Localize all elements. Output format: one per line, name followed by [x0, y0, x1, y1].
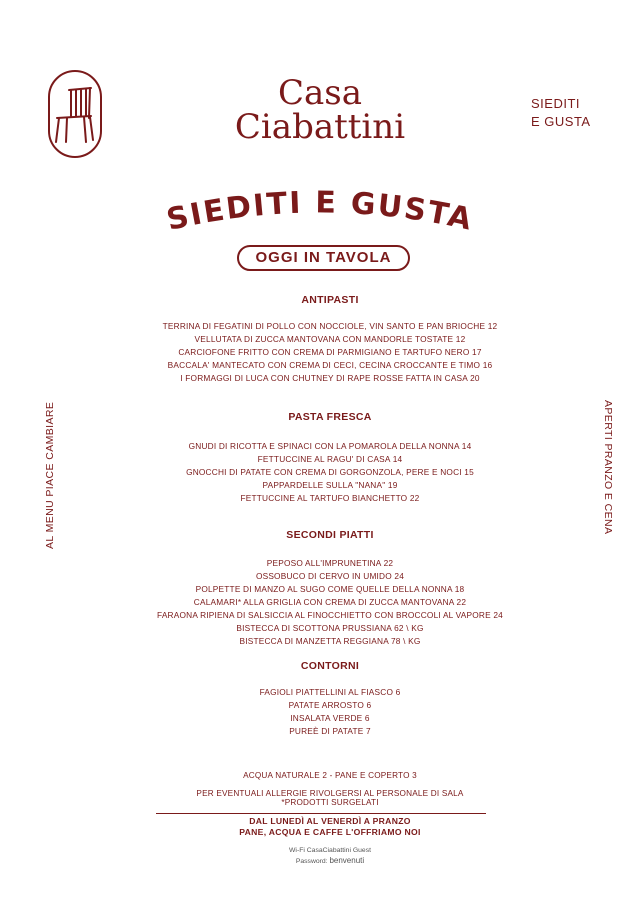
menu-item: GNUDI DI RICOTTA E SPINACI CON LA POMAROLA DELLA NONNA 14: [188, 441, 472, 451]
menu-item: CARCIOFONE FRITTO CON CREMA DI PARMIGIANO E TARTUFO NERO 17: [178, 347, 482, 357]
menu-item: FARAONA RIPIENA DI SALSICCIA AL FINOCCHIETTO CON BROCCOLI AL VAPORE 24: [157, 610, 503, 620]
menu-item: OSSOBUCO DI CERVO IN UMIDO 24: [255, 571, 405, 581]
menu-item: TERRINA DI FEGATINI DI POLLO CON NOCCIOLE, VIN SANTO E PAN BRIOCHE 12: [162, 321, 498, 331]
chair-icon: [55, 86, 95, 144]
brand-line-2: Ciabattini: [234, 107, 406, 147]
tagline: [531, 95, 591, 131]
subtitle-pill: OGGI IN TAVOLA: [237, 245, 410, 271]
hero-title-text: SIEDITI E GUSTA: [163, 185, 477, 238]
section-contorni: [0, 660, 640, 738]
hero-title: [140, 180, 500, 250]
section-secondi-piatti: [0, 529, 640, 648]
section-title: PASTA FRESCA: [288, 411, 372, 423]
section-title: CONTORNI: [300, 660, 360, 672]
password-label: Password:: [295, 858, 328, 865]
menu-item: BISTECCA DI SCOTTONA PRUSSIANA 62 \ KG: [236, 623, 424, 633]
menu-item: CALAMARI* ALLA GRIGLIA CON CREMA DI ZUCCA MANTOVANA 22: [193, 597, 467, 607]
section-pasta-fresca: [0, 411, 640, 505]
tagline-line-2: E GUSTA: [531, 114, 591, 129]
menu-item: FAGIOLI PIATTELLINI AL FIASCO 6: [259, 687, 401, 697]
menu-item: POLPETTE DI MANZO AL SUGO COME QUELLE DELLA NONNA 18: [195, 584, 465, 594]
side-label-left: AL MENU PIACE CAMBIARE: [44, 401, 56, 549]
wifi-network: Wi-Fi CasaCiabattini Guest: [289, 847, 371, 854]
section-title: ANTIPASTI: [301, 294, 359, 306]
menu-item: BACCALA' MANTECATO CON CREMA DI CECI, CECINA CROCCANTE E TIMO 16: [167, 360, 493, 370]
side-label-right: APERTI PRANZO E CENA: [602, 400, 614, 535]
water-bread-note: ACQUA NATURALE 2 - PANE E COPERTO 3: [243, 771, 417, 780]
tagline-line-1: SIEDITI: [531, 96, 581, 111]
offer-note: PANE, ACQUA E CAFFE L'OFFRIAMO NOI: [239, 827, 421, 837]
menu-item: FETTUCCINE AL TARTUFO BIANCHETTO 22: [240, 493, 420, 503]
brand-name: [180, 73, 460, 147]
menu-item: PEPOSO ALL'IMPRUNETINA 22: [266, 558, 394, 568]
svg-text:SIEDITI E GUSTA: [163, 185, 476, 237]
wifi-password: [0, 856, 640, 867]
menu-item: INSALATA VERDE 6: [290, 713, 370, 723]
menu-item: I FORMAGGI DI LUCA CON CHUTNEY DI RAPE ROSSE FATTA IN CASA 20: [180, 373, 480, 383]
menu-item: PUREÈ DI PATATE 7: [289, 726, 371, 736]
section-title: SECONDI PIATTI: [286, 529, 374, 541]
menu-item: GNOCCHI DI PATATE CON CREMA DI GORGONZOLA, PERE E NOCI 15: [186, 467, 474, 477]
allergy-note: PER EVENTUALI ALLERGIE RIVOLGERSI AL PERSONALE DI SALA: [196, 789, 464, 798]
password-value: benvenuti: [329, 856, 365, 865]
divider: [156, 813, 486, 814]
logo: [48, 70, 102, 158]
weekday-note: DAL LUNEDÌ AL VENERDÌ A PRANZO: [249, 816, 411, 826]
menu-item: BISTECCA DI MANZETTA REGGIANA 78 \ KG: [239, 636, 421, 646]
menu-item: PATATE ARROSTO 6: [288, 700, 372, 710]
section-antipasti: [0, 294, 640, 385]
menu-item: PAPPARDELLE SULLA "NANA" 19: [262, 480, 398, 490]
brand-line-1: Casa: [277, 73, 362, 113]
frozen-note: *PRODOTTI SURGELATI: [281, 798, 379, 807]
menu-item: FETTUCCINE AL RAGU' DI CASA 14: [257, 454, 403, 464]
menu-item: VELLUTATA DI ZUCCA MANTOVANA CON MANDORLE TOSTATE 12: [194, 334, 466, 344]
